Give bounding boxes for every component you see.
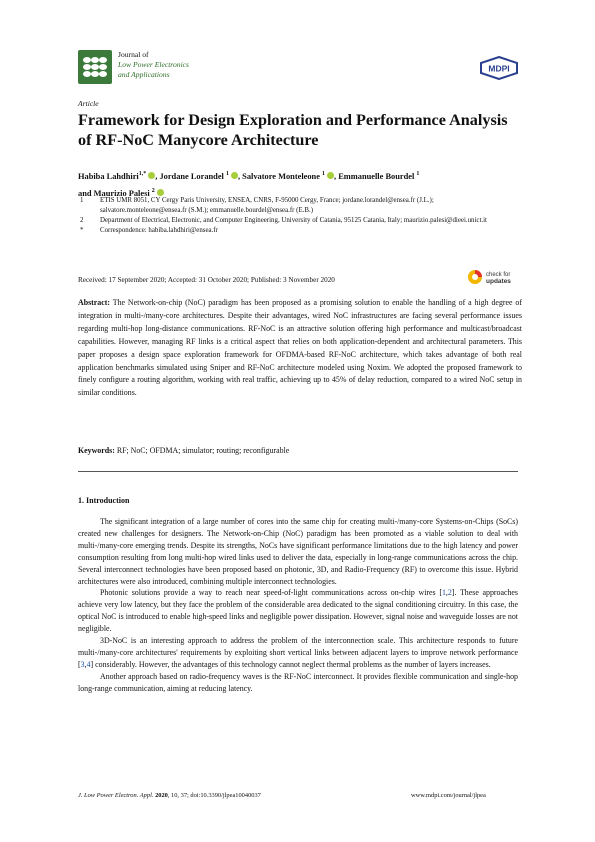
- author-sup: 1: [416, 171, 420, 177]
- footer-rest: , 10, 37; doi:10.3390/jlpea10040037: [167, 792, 261, 799]
- paragraph: [78, 516, 518, 587]
- affiliation-row: [78, 226, 518, 236]
- author-sup: 1: [225, 171, 229, 177]
- author-name: Habiba Lahdhiri: [78, 171, 139, 181]
- affiliation-text: ETIS UMR 8051, CY Cergy Paris University, ENSEA, CNRS, F-95000 Cergy, France; jordane.lorandel@ensea.fr (J.L.); salvatore.monteleone@ensea.fr (S.M.); emmanuelle.bourdel@ensea.fr (E.B.): [100, 197, 434, 214]
- journal-logo: [78, 50, 112, 84]
- journal-name-line1: Journal of: [118, 50, 149, 59]
- footer-year: 2020: [155, 792, 168, 799]
- footer-journal: J. Low Power Electron. Appl.: [78, 792, 154, 799]
- author-sup: 1,*: [138, 171, 147, 177]
- paragraph-text: 3D-NoC is an interesting approach to address the problem of the interconnection scale. This architecture responds to future multi-/many-core architectures' requirements by exploiting short vertical links between adjacent layers to improve network performance [: [78, 636, 518, 669]
- author-conj: and: [78, 188, 92, 198]
- paragraph-text: ,: [445, 588, 448, 598]
- orcid-icon[interactable]: [327, 172, 334, 179]
- citation-link[interactable]: 1: [441, 588, 446, 598]
- paragraph-text: Photonic solutions provide a way to reach near speed-of-light communications across on-chip wires [: [100, 588, 442, 598]
- author-sup: 2: [151, 187, 155, 194]
- paragraph-text: Another approach based on radio-frequency waves is the RF-NoC interconnect. It provides flexible communication and single-hop long-range communication, aiming at reducing latency.: [78, 671, 518, 693]
- abstract-label: Abstract:: [78, 298, 110, 307]
- citation-link[interactable]: 4: [86, 659, 91, 669]
- paper-title: Framework for Design Exploration and Performance Analysis of RF-NoC Manycore Architecture: [78, 111, 508, 149]
- author-sup: 1: [322, 171, 326, 177]
- orcid-icon[interactable]: [148, 172, 155, 179]
- mdpi-logo-text: MDPI: [488, 63, 510, 74]
- mdpi-logo: [479, 56, 519, 80]
- journal-name-line2: Low Power Electronics: [118, 60, 190, 69]
- abstract: [78, 297, 522, 400]
- check-updates-button[interactable]: [466, 267, 522, 287]
- author-name: Emmanuelle Bourdel: [338, 171, 415, 181]
- author-name: Maurizio Palesi: [93, 188, 150, 198]
- affiliation-num: 1: [80, 197, 84, 204]
- divider: [78, 471, 518, 472]
- orcid-icon[interactable]: [231, 172, 238, 179]
- author-name: Jordane Lorandel: [159, 171, 224, 181]
- check-updates-line2: updates: [486, 278, 511, 285]
- paragraph-text: The significant integration of a large number of cores into the same chip for creating multi-/many-core Systems-on-Chips (SoCs) created new challenges for designers. The Network-on-Chip (NoC) paradigm has been promoted as a viable solution to deal with multi-/many-core emerging trends. Despite its strengths, NoCs have significant performance limitations due to the high latency and power consumption resulting from long multi-hop wired links used to deliver the data, especially in long-range communications across the chip. Several interconnect technologies have been proposed based on photonic, 3D, and Radio-Frequency (RF) to overcome this issue. Hybrid architectures were also introduced, combining multiple interconnect technologies.: [78, 517, 518, 586]
- journal-name: [118, 50, 189, 80]
- journal-logo-icon: [78, 50, 112, 84]
- keywords-label: Keywords:: [78, 446, 115, 455]
- affiliations: [78, 196, 518, 236]
- orcid-icon[interactable]: [157, 189, 164, 196]
- affiliation-num: 2: [80, 217, 84, 224]
- article-type: Article: [78, 99, 99, 108]
- citation-link[interactable]: 2: [447, 588, 452, 598]
- keywords: [78, 446, 522, 455]
- keywords-text: RF; NoC; OFDMA; simulator; routing; reconfigurable: [116, 446, 290, 455]
- section-heading: 1. Introduction: [78, 496, 130, 505]
- paragraph: [78, 671, 518, 695]
- footer-url[interactable]: www.mdpi.com/journal/jlpea: [411, 792, 486, 799]
- paragraph: [78, 587, 518, 635]
- affiliation-row: [78, 196, 518, 216]
- paragraph: [78, 635, 518, 671]
- check-updates-line1: check for: [486, 272, 511, 278]
- affiliation-text: Department of Electrical, Electronic, and Computer Engineering, University of Catania, 95125 Catania, Italy; maurizio.palesi@dieei.unict.it: [100, 217, 487, 224]
- footer-citation: [78, 792, 261, 799]
- affiliation-row: [78, 216, 518, 226]
- paragraph-text: ]. These approaches achieve very low latency, but they face the problem of the considerable area dedicated to the signal conditioning circuitry. In this case, the optical NoC is introduced to enable high-speed links and negligible power dissipation. However, signal noise and waveguide losses are not negligible.: [78, 588, 518, 634]
- check-updates-icon: [466, 267, 522, 287]
- body-text: [78, 516, 518, 695]
- abstract-text: The Network-on-chip (NoC) paradigm has been proposed as a promising solution to enable the handling of a high degree of integration in multi-/many-core architectures. Despite their advantages, wired NoC infrastructures are facing several performance issues regarding multi-hop long-distance communications. RF-NoC is an attractive solution offering high performance and multicast/broadcast capabilities. However, managing RF links is a critical aspect that relies on both application-dependent and architectural parameters. This paper proposes a design space exploration framework for OFDMA-based RF-NoC architecture, which takes advantage of both real application benchmarks simulated using Sniper and RF-NoC architecture modeled using Noxim. We adopted the proposed framework to finely configure a routing algorithm, working with real traffic, achieving up to 45% of delay reduction, compared to a wired NoC setup in similar conditions.: [78, 298, 522, 398]
- paragraph-text: ] considerably. However, the advantages of this technology cannot neglect thermal problems as the number of layers increases.: [90, 659, 491, 669]
- paragraph-text: ,: [84, 659, 87, 669]
- author-list: Habiba Lahdhiri$^{1,*}$ , Jordane Lorandel $^1$ , Salvatore Monteleone $^1$ , Emmanuelle Bourdel $^1$ and Maurizio Palesi $^2$: [78, 171, 420, 198]
- journal-name-line3: and Applications: [118, 70, 170, 79]
- mdpi-logo-icon: [479, 56, 519, 80]
- affiliation-text: Correspondence: habiba.lahdhiri@ensea.fr: [100, 227, 218, 234]
- author-name: Salvatore Monteleone: [242, 171, 320, 181]
- publication-dates: Received: 17 September 2020; Accepted: 31 October 2020; Published: 3 November 2020: [78, 276, 335, 284]
- affiliation-num: *: [80, 227, 84, 234]
- citation-link[interactable]: 3: [80, 659, 85, 669]
